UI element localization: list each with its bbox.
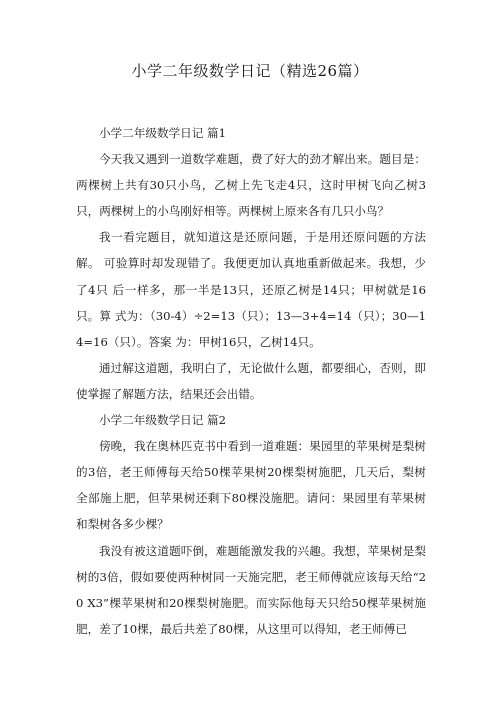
paragraph: 我一看完题目，就知道这是还原问题，于是用还原问题的方法解。 可验算时却发现错了。我便更加认真地重新做起来。我想，少了4只 后一样多，那一半是13只，还原乙树是14只；甲树就是16只。算 式为：（30-4）÷2=13（只）；13—3+4=14（只）；30—14=16（只）。答案 为：甲树16只，乙树14只。 bbox=[76, 230, 426, 349]
paragraph: 我没有被这道题吓倒，难题能激发我的兴趣。我想，苹果树是梨树的3倍，假如要使两种树同一天施完肥，老王师傅就应该每天给“20 X3”棵苹果树和20棵梨树施肥。而实际他每天只给50棵苹果树施 肥，差了10棵，最后共差了80棵，从这里可以得知，老王师傅已 bbox=[76, 543, 426, 636]
section-2 bbox=[76, 407, 426, 642]
paragraph: 今天我又遇到一道数学难题，费了好大的劲才解出来。题目是：两棵树上共有30只小鸟，乙树上先飞走4只，这时甲树飞向乙树3只，两棵树上的小鸟刚好相等。两棵树上原来各有几只小鸟？ bbox=[76, 152, 426, 219]
document-title: 小学二年级数学日记（精选26篇） bbox=[131, 62, 369, 80]
document-body bbox=[76, 120, 426, 642]
section-1 bbox=[76, 120, 426, 407]
section-heading: 小学二年级数学日记 篇2 bbox=[99, 413, 226, 428]
section-heading: 小学二年级数学日记 篇1 bbox=[99, 126, 226, 140]
paragraph: 傍晚，我在奥林匹克书中看到一道难题：果园里的苹果树是梨树的3倍，老王师傅每天给50棵苹果树20棵梨树施肥，几天后，梨树 全部施上肥，但苹果树还剩下80棵没施肥。请问：果园里有苹果树 和梨树各多少棵？ bbox=[76, 439, 426, 532]
paragraph: 通过解这道题，我明白了，无论做什么题，都要细心，否则，即使掌握了解题方法，结果还会出错。 bbox=[76, 360, 426, 401]
